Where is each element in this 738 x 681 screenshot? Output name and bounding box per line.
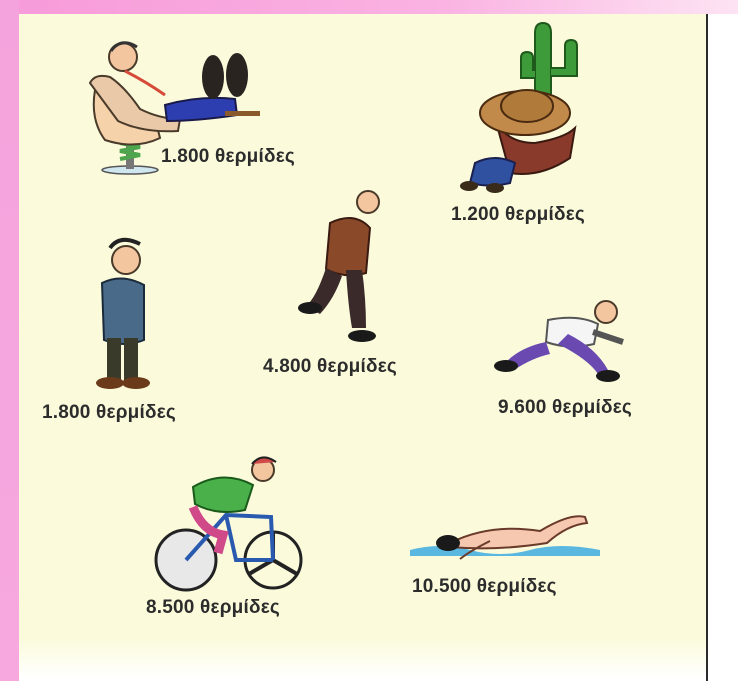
vertical-divider <box>706 14 708 681</box>
calories-label-swimming: 10.500 θερμίδες <box>412 576 557 597</box>
man-sleeping-under-cactus-icon <box>455 18 595 193</box>
calories-label-walking: 4.800 θερμίδες <box>263 356 397 377</box>
pink-frame-left <box>0 0 19 681</box>
pink-frame-top <box>0 0 738 14</box>
man-running-icon <box>488 292 638 387</box>
man-walking-icon <box>300 188 390 348</box>
cyclist-icon <box>148 452 308 592</box>
calories-label-relaxing: 1.800 θερμίδες <box>161 146 295 167</box>
man-standing-icon <box>82 238 162 393</box>
swimmer-icon <box>410 505 600 565</box>
calories-label-sleeping: 1.200 θερμίδες <box>451 204 585 225</box>
calories-label-running: 9.600 θερμίδες <box>498 397 632 418</box>
calories-label-cycling: 8.500 θερμίδες <box>146 597 280 618</box>
calories-label-standing: 1.800 θερμίδες <box>42 402 176 423</box>
